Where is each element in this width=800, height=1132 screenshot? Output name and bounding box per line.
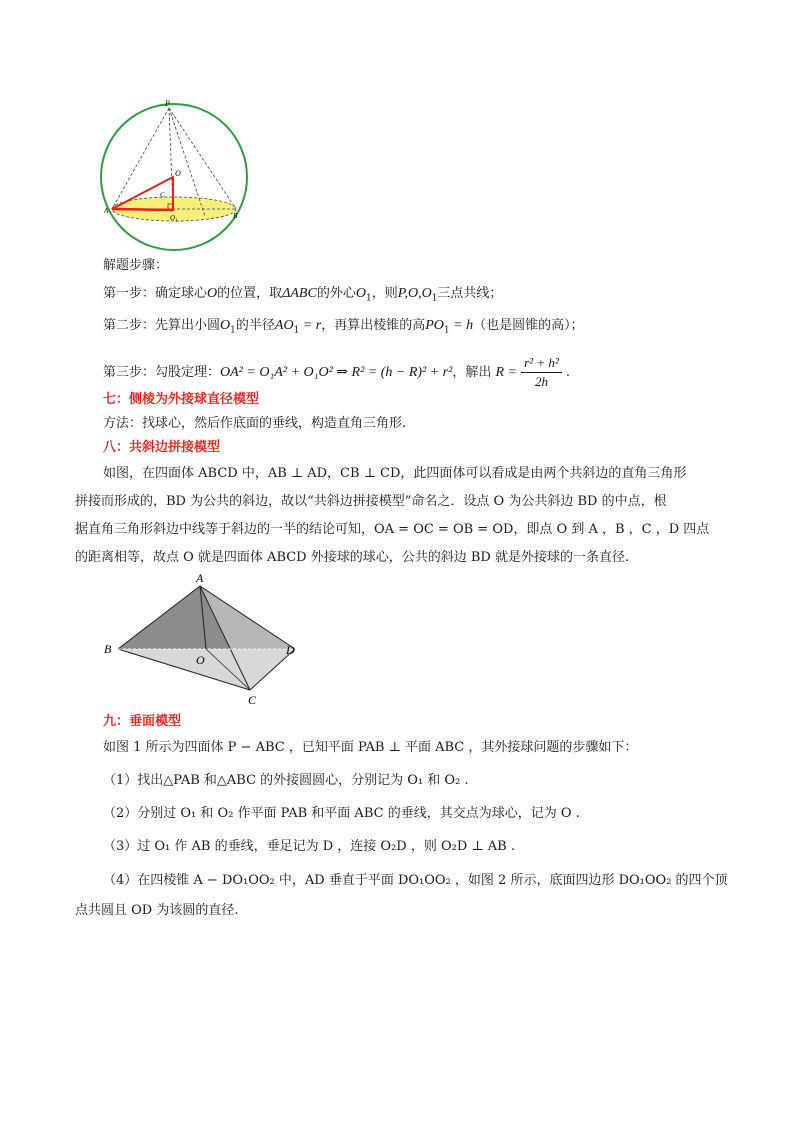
section9-item-1: （1）找出△PAB 和△ABC 的外接圆圆心，分别记为 O₁ 和 O₂ . <box>103 773 469 788</box>
step-3: 第三步：勾股定理：OA² = O₁A² + O₁O² ⇒ R² = (h − R)² + r²，解出 R = $\frac{\text{r² + h²}}{2h}$ . <box>103 355 571 389</box>
section9-item-3: （3）过 O₁ 作 AB 的垂线，垂足记为 D ，连接 O₂D ，则 O₂D ⊥ AB . <box>103 839 515 854</box>
section9-para-1: 如图 1 所示为四面体 P − ABC ，已知平面 PAB ⊥ 平面 ABC ，其外接球问题的步骤如下： <box>103 740 638 755</box>
label-O: O <box>175 169 181 178</box>
label-D: D <box>286 643 295 657</box>
section7-method: 方法：找球心，然后作底面的垂线，构造直角三角形. <box>103 416 407 431</box>
section9-item-4a: （4）在四棱锥 A − DO₁OO₂ 中，AD 垂直于平面 DO₁OO₂ ，如图 2 所示，底面四边形 DO₁OO₂ 的四个顶 <box>103 873 728 888</box>
label-C: C <box>160 191 165 199</box>
section8-heading: 八：共斜边拼接模型 <box>103 440 221 455</box>
label-O1: O <box>170 214 176 222</box>
label-O1-sub: 1 <box>175 219 178 224</box>
steps-intro: 解题步骤： <box>103 258 169 273</box>
label-B: B <box>104 642 112 656</box>
section8-para-4: 的距离相等，故点 O 就是四面体 ABCD 外接球的球心，公共的斜边 BD 就是外接球的一条直径. <box>75 550 630 565</box>
section7-heading: 七：侧棱为外接球直径模型 <box>103 392 260 407</box>
section8-para-1: 如图，在四面体 ABCD 中，AB ⊥ AD，CB ⊥ CD，此四面体可以看成是由两个共斜边的直角三角形 <box>103 466 687 481</box>
sphere-cone-figure <box>95 98 255 256</box>
section8-para-3: 据直角三角形斜边中线等于斜边的一半的结论可知，OA = OC = OB = OD，即点 O 到 A ，B ，C ，D 四点 <box>75 522 710 537</box>
label-B: B <box>233 212 238 220</box>
step-2: 第二步：先算出小圆$O_1$的半径$AO_1 = r$，再算出棱锥的高$PO_1 = h$（也是圆锥的高）； <box>103 318 584 336</box>
label-C: C <box>248 693 257 707</box>
step-1: 第一步：确定球心O的位置，取ΔABC的外心$O_1$，则$P,O,O_1$三点共线； <box>103 286 503 304</box>
label-P: P <box>165 99 170 108</box>
label-O: O <box>196 653 205 667</box>
section9-item-2: （2）分别过 O₁ 和 O₂ 作平面 PAB 和平面 ABC 的垂线，其交点为球心，记为 O . <box>103 806 580 821</box>
section9-item-4b: 点共圆且 OD 为该圆的直径. <box>75 903 239 918</box>
label-A: A <box>104 207 109 215</box>
tetrahedron-figure <box>100 570 310 710</box>
section9-heading: 九：垂面模型 <box>103 714 182 729</box>
label-A: A <box>196 571 204 585</box>
section8-para-2: 拼接而形成的，BD 为公共的斜边，故以“共斜边拼接模型”命名之．设点 O 为公共斜边 BD 的中点，根 <box>75 494 667 509</box>
fraction-R: $\frac{\text{r² + h²}}{2h}$ <box>521 354 562 391</box>
